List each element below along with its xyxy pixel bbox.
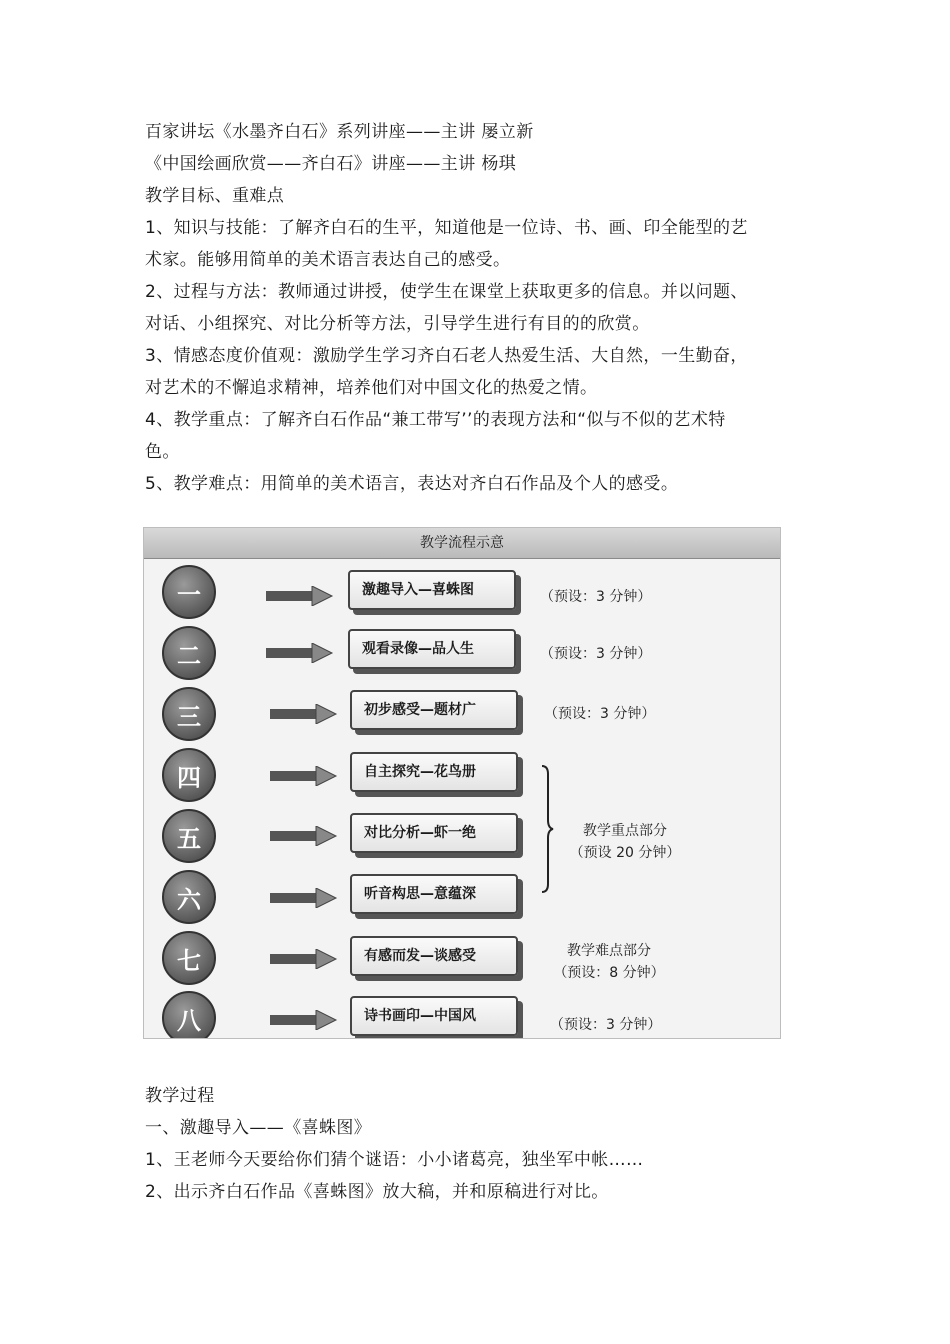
key-group-note (560, 820, 690, 864)
step-number-2: 二 (162, 626, 216, 680)
objective-4-line-2: 色。 (145, 442, 180, 462)
arrow-right-icon (268, 826, 338, 846)
arrow-right-icon (268, 949, 338, 969)
arrow-right-icon (264, 643, 334, 663)
step-box-4: 自主探究—花鸟册 (350, 752, 518, 792)
process-step-2: 2、出示齐白石作品《喜蛛图》放大稿，并和原稿进行对比。 (145, 1182, 609, 1202)
objective-1-line-2: 术家。能够用简单的美术语言表达自己的感受。 (145, 250, 511, 270)
step-number-7: 七 (162, 931, 216, 985)
objective-2-line-2: 对话、小组探究、对比分析等方法，引导学生进行有目的的欣赏。 (145, 314, 650, 334)
step-box-6: 听音构思—意蕴深 (350, 874, 518, 914)
hard-group-label: 教学难点部分 (567, 943, 651, 959)
section-heading-objectives: 教学目标、重难点 (145, 186, 285, 206)
objective-5: 5、教学难点：用简单的美术语言，表达对齐白石作品及个人的感受。 (145, 474, 679, 494)
hard-group-note (544, 940, 674, 984)
process-step-1: 1、王老师今天要给你们猜个谜语：小小诸葛亮，独坐军中帐…… (145, 1150, 644, 1170)
step-number-1: 一 (162, 565, 216, 619)
teaching-flow-figure (143, 527, 781, 1039)
objective-3-line-2: 对艺术的不懈追求精神，培养他们对中国文化的热爱之情。 (145, 378, 598, 398)
step-box-5: 对比分析—虾一绝 (350, 813, 518, 853)
step-time-3: （预设：3 分钟） (544, 706, 656, 722)
arrow-right-icon (264, 586, 334, 606)
step-time-1: （预设：3 分钟） (540, 589, 652, 605)
arrow-right-icon (268, 704, 338, 724)
step-number-8: 八 (162, 991, 216, 1039)
section-heading-process: 教学过程 (145, 1086, 215, 1106)
lecture-reference-1: 百家讲坛《水墨齐白石》系列讲座——主讲 屡立新 (145, 122, 534, 142)
key-group-label: 教学重点部分 (583, 823, 667, 839)
figure-title: 教学流程示意 (144, 528, 780, 559)
step-box-1: 激趣导入—喜蛛图 (348, 570, 516, 610)
objective-1-line-1: 1、知识与技能：了解齐白石的生平，知道他是一位诗、书、画、印全能型的艺 (145, 218, 748, 238)
step-box-7: 有感而发—谈感受 (350, 936, 518, 976)
step-number-4: 四 (162, 748, 216, 802)
step-time-2: （预设：3 分钟） (540, 646, 652, 662)
step-time-8: （预设：3 分钟） (550, 1017, 662, 1033)
arrow-right-icon (268, 888, 338, 908)
process-part-1-heading: 一、激趣导入——《喜蛛图》 (145, 1118, 372, 1138)
curly-bracket-icon (540, 764, 554, 894)
objective-3-line-1: 3、情感态度价值观：激励学生学习齐白石老人热爱生活、大自然，一生勤奋， (145, 346, 748, 366)
step-box-3: 初步感受—题材广 (350, 690, 518, 730)
arrow-right-icon (268, 766, 338, 786)
arrow-right-icon (268, 1010, 338, 1030)
hard-group-time: （预设：8 分钟） (553, 965, 665, 981)
key-group-time: （预设 20 分钟） (569, 845, 681, 861)
objective-4-line-1: 4、教学重点：了解齐白石作品“兼工带写’’的表现方法和“似与不似的艺术特 (145, 410, 726, 430)
lecture-reference-2: 《中国绘画欣赏——齐白石》讲座——主讲 杨琪 (145, 154, 517, 174)
step-box-2: 观看录像—品人生 (348, 629, 516, 669)
step-number-5: 五 (162, 809, 216, 863)
step-box-8: 诗书画印—中国风 (350, 996, 518, 1036)
step-number-3: 三 (162, 687, 216, 741)
step-number-6: 六 (162, 870, 216, 924)
objective-2-line-1: 2、过程与方法：教师通过讲授，使学生在课堂上获取更多的信息。并以问题、 (145, 282, 748, 302)
